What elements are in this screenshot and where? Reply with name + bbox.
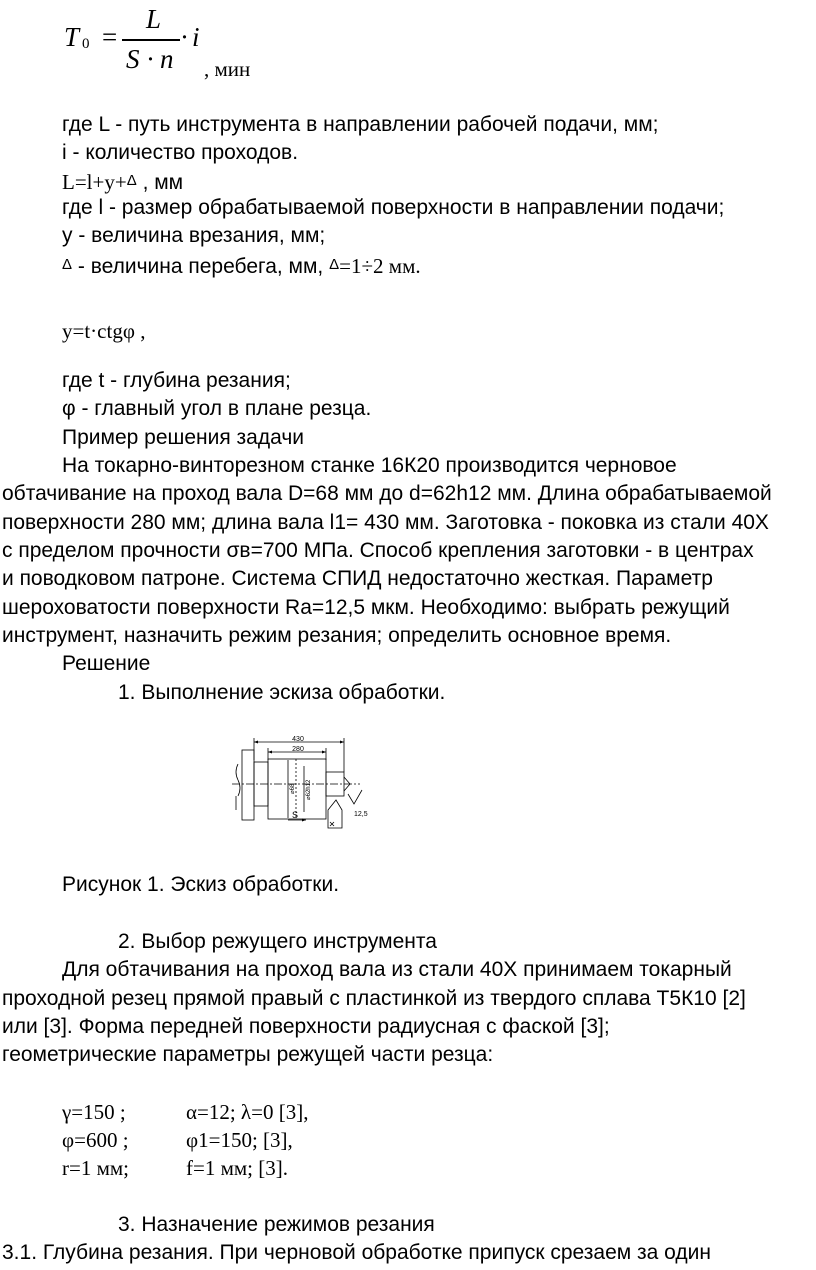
problem-line-1: На токарно-винторезном станке 16К20 производится черновое	[62, 454, 677, 477]
overrun-value: =1÷2 мм.	[339, 254, 421, 278]
step-2: 2. Выбор режущего инструмента	[118, 930, 437, 953]
chuck-break-line	[236, 764, 240, 796]
dim-total-label: 430	[292, 736, 304, 743]
section-3-title: 3. Назначение режимов резания	[118, 1213, 435, 1236]
problem-line-2: обтачивание на проход вала D=68 мм до d=62h12 мм. Длина обрабатываемой	[2, 482, 772, 505]
tool-text-4: геометрические параметры режущей части резца:	[2, 1043, 494, 1066]
formula-numerator: L	[146, 4, 162, 34]
section-3-text: 3.1. Глубина резания. При черновой обработке припуск срезаем за один	[2, 1241, 711, 1264]
param-r: r=1 мм;	[62, 1156, 129, 1180]
formula-den-n: n	[160, 44, 174, 74]
param-gamma: γ=150 ;	[62, 1100, 126, 1124]
y-formula: y=t·ctgφ ,	[62, 319, 146, 343]
problem-line-4: с пределом прочности σв=700 МПа. Способ крепления заготовки - в центрах	[2, 539, 754, 562]
def-line-5: у - величина врезания, мм;	[62, 224, 326, 247]
solution-title: Решение	[62, 652, 151, 675]
problem-line-7: инструмент, назначить режим резания; определить основное время.	[2, 624, 672, 647]
param-phi1: φ1=150; [3],	[186, 1128, 293, 1152]
overrun-text: - величина перебега, мм,	[77, 255, 324, 278]
formula-lhs: T	[64, 22, 80, 52]
def-line-4: где l - размер обрабатываемой поверхности в направлении подачи;	[62, 196, 725, 219]
roughness-mark	[348, 790, 362, 804]
diameter-big-label: ⌀68	[290, 783, 296, 794]
step-1: 1. Выполнение эскиза обработки.	[118, 681, 446, 704]
cutting-tool	[328, 800, 342, 828]
diameter-small-label: ⌀62h12	[306, 779, 312, 800]
l-formula: L=l+y+	[62, 170, 127, 194]
l-unit: , мм	[142, 171, 184, 194]
formula-lhs-sub: 0	[82, 36, 90, 52]
def-t: где t - глубина резания;	[62, 369, 291, 392]
param-alpha-lambda: α=12; λ=0 [3],	[186, 1100, 309, 1124]
param-phi: φ=600 ;	[62, 1128, 129, 1152]
tool-text-1: Для обтачивания на проход вала из стали 40Х принимаем токарный	[62, 958, 732, 981]
formula-mul: ·	[180, 22, 189, 52]
problem-line-6: шероховатости поверхности Ra=12,5 мкм. Необходимо: выбрать режущий	[2, 596, 730, 619]
chuck-body	[242, 750, 254, 820]
formula-unit: , мин	[204, 57, 251, 81]
machining-sketch	[226, 732, 376, 838]
delta-symbol: Δ	[329, 256, 340, 273]
dim-part-label: 280	[292, 746, 304, 753]
feed-label: S	[292, 810, 299, 820]
tool-text-3: или [3]. Форма передней поверхности радиусная с фаской [3];	[2, 1015, 610, 1038]
param-f: f=1 мм; [3].	[186, 1156, 288, 1180]
formula-equals: =	[102, 22, 118, 52]
delta-symbol: Δ	[126, 172, 137, 189]
formula-i: i	[192, 22, 200, 52]
def-line-6	[62, 252, 421, 280]
def-line-2: i - количество проходов.	[62, 141, 299, 164]
fraction-bar	[122, 39, 180, 41]
problem-line-5: и поводковом патроне. Система СПИД недостаточно жесткая. Параметр	[2, 567, 713, 590]
tool-text-2: проходной резец прямой правый с пластинкой из твердого сплава Т5К10 [2]	[2, 987, 746, 1010]
def-line-1: где L - путь инструмента в направлении рабочей подачи, мм;	[62, 113, 659, 136]
roughness-label: 12,5	[354, 811, 368, 818]
example-title: Пример решения задачи	[62, 426, 305, 449]
formula-den-s: S	[126, 44, 140, 74]
delta-symbol: Δ	[62, 256, 73, 273]
problem-line-3: поверхности 280 мм; длина вала l1= 430 мм. Заготовка - поковка из стали 40Х	[2, 511, 769, 534]
figure-caption: Рисунок 1. Эскиз обработки.	[62, 873, 340, 896]
def-phi: φ - главный угол в плане резца.	[62, 397, 372, 420]
formula-den-dot: ·	[146, 44, 155, 74]
def-line-3	[62, 168, 183, 196]
